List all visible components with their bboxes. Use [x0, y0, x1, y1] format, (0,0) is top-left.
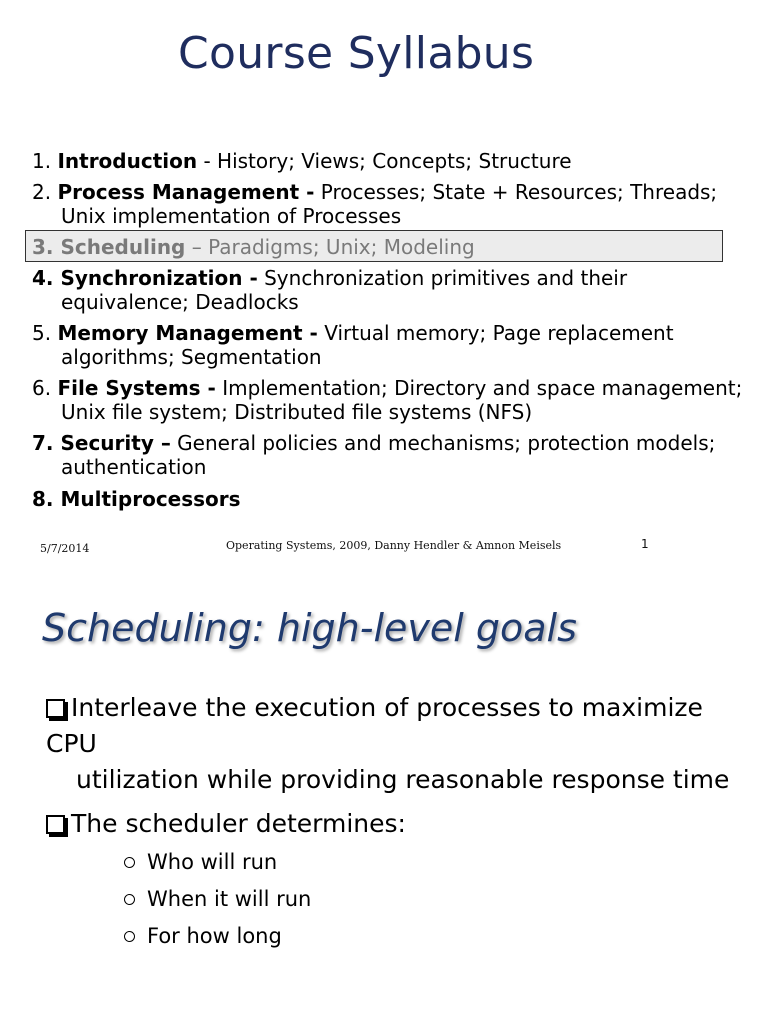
circle-bullet-icon [124, 931, 135, 942]
item-heading: Process Management - [57, 180, 315, 204]
item-number: 4. [32, 266, 61, 290]
item-continuation: equivalence; Deadlocks [61, 290, 299, 314]
item-text: General policies and mechanisms; protection models; [170, 431, 716, 455]
syllabus-item-3 [32, 235, 752, 259]
item-number: 8. [32, 487, 61, 511]
item-number: 7. [32, 431, 61, 455]
item-number: 5. [32, 321, 58, 345]
bullet-text: Interleave the execution of processes to maximize CPU [46, 693, 703, 758]
item-text: Implementation; Directory and space management; [215, 376, 743, 400]
item-heading: Synchronization - [60, 266, 258, 290]
syllabus-item-4 [32, 266, 752, 314]
item-continuation: Unix file system; Distributed file systems (NFS) [61, 400, 533, 424]
item-text: - History; Views; Concepts; Structure [197, 149, 572, 173]
item-continuation: Unix implementation of Processes [61, 204, 402, 228]
syllabus-item-5 [32, 321, 752, 369]
syllabus-item-6 [32, 376, 752, 424]
bullet-text: The scheduler determines: [71, 809, 406, 838]
item-heading: File Systems - [57, 376, 216, 400]
circle-bullet-icon [124, 857, 135, 868]
item-heading: Scheduling [60, 235, 186, 259]
item-text: Virtual memory; Page replacement [317, 321, 674, 345]
sub-bullet-text: When it will run [147, 887, 312, 911]
item-text: Processes; State + Resources; Threads; [314, 180, 718, 204]
item-heading: Multiprocessors [60, 487, 241, 511]
item-text: Synchronization primitives and their [257, 266, 628, 290]
bullet-interleave [46, 690, 746, 798]
item-number: 6. [32, 376, 58, 400]
item-number: 2. [32, 180, 58, 204]
syllabus-item-1 [32, 149, 752, 173]
item-continuation: algorithms; Segmentation [61, 345, 322, 369]
footer-title: Operating Systems, 2009, Danny Hendler & Amnon Meisels [226, 539, 562, 552]
syllabus-item-7 [32, 431, 752, 479]
sub-bullet-text: For how long [147, 924, 282, 948]
sub-bullet-text: Who will run [147, 850, 278, 874]
item-heading: Memory Management - [57, 321, 318, 345]
slide-title: Course Syllabus [178, 28, 535, 79]
footer-date: 5/7/2014 [40, 542, 90, 555]
bullet-scheduler-determines [46, 806, 746, 842]
sub-bullet-3 [124, 924, 282, 948]
circle-bullet-icon [124, 894, 135, 905]
checkbox-bullet-icon [46, 815, 65, 834]
syllabus-item-2 [32, 180, 752, 228]
item-number: 1. [32, 149, 58, 173]
item-heading: Introduction [57, 149, 198, 173]
item-text: – Paradigms; Unix; Modeling [185, 235, 475, 259]
footer-page-number: 1 [641, 537, 649, 551]
slide-scheduling-goals [0, 572, 768, 1024]
syllabus-item-8 [32, 487, 752, 511]
slide-title: Scheduling: high-level goals [42, 606, 577, 650]
bullet-continuation: utilization while providing reasonable response time [76, 765, 730, 794]
item-number: 3. [32, 235, 61, 259]
checkbox-bullet-icon [46, 699, 65, 718]
item-continuation: authentication [61, 455, 207, 479]
sub-bullet-1 [124, 850, 277, 874]
sub-bullet-2 [124, 887, 311, 911]
item-heading: Security – [60, 431, 171, 455]
